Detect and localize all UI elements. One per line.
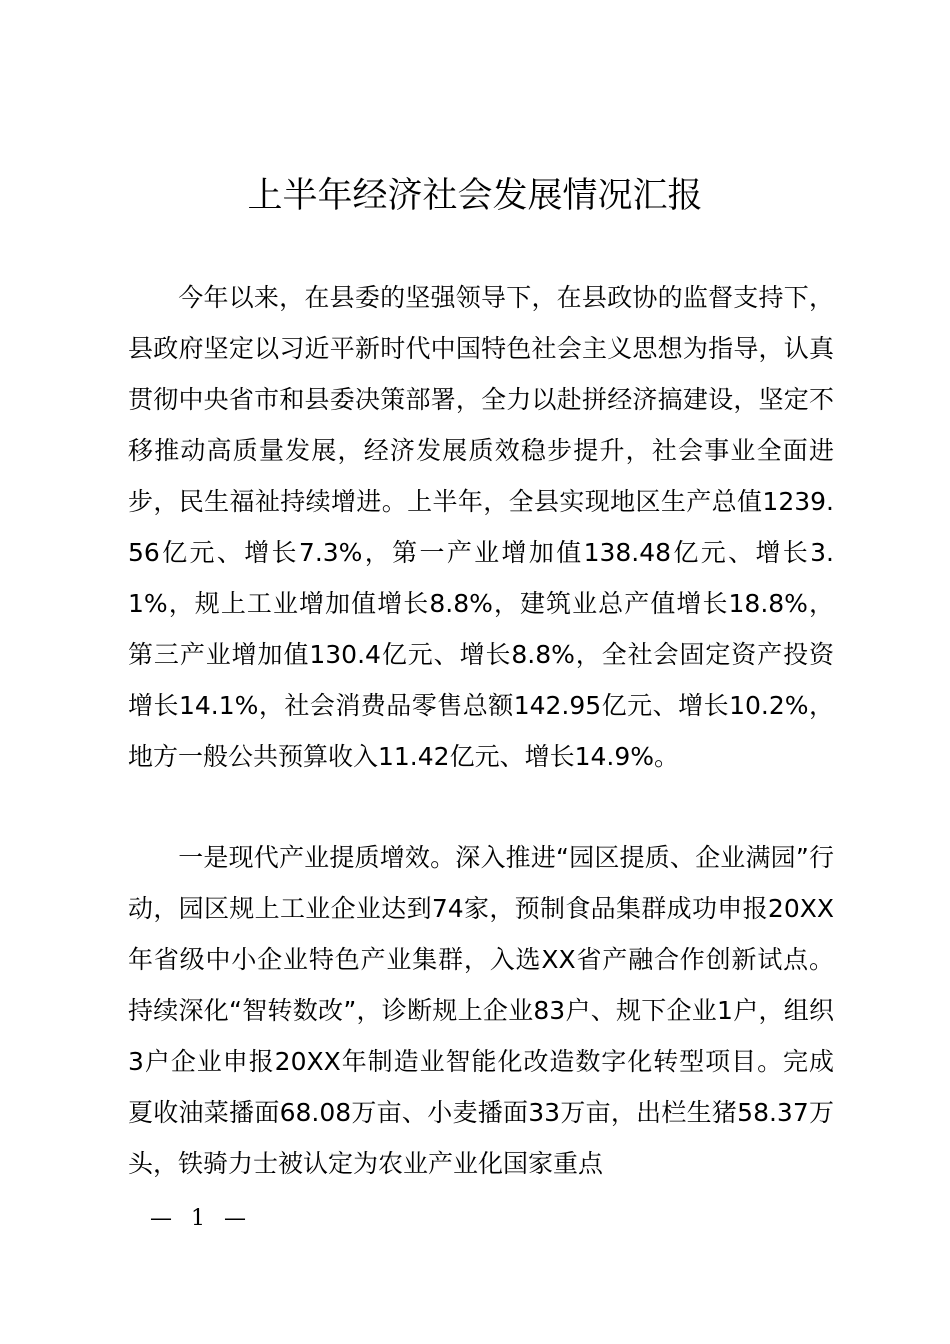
- paragraph-overview: [128, 272, 834, 782]
- document-title: 上半年经济社会发展情况汇报: [247, 176, 703, 216]
- paragraph-text: 今年以来，在县委的坚强领导下，在县政协的监督支持下，县政府坚定以习近平新时代中国特色社会主义思想为指导，认真贯彻中央省市和县委决策部署，全力以赴拼经济搞建设，坚定不移推动高质量发展，经济发展质效稳步提升，社会事业全面进步，民生福祉持续增进。上半年，全县实现地区生产总值1239.56亿元、增长7.3%，第一产业增加值138.48亿元、增长3.1%，规上工业增加值增长8.8%，建筑业总产值增长18.8%，第三产业增加值130.4亿元、增长8.8%，全社会固定资产投资增长14.1%，社会消费品零售总额142.95亿元、增长10.2%，地方一般公共预算收入11.42亿元、增长14.9%。: [128, 283, 834, 771]
- paragraph-industry: [128, 832, 834, 1189]
- page-number: — 1 —: [150, 1206, 252, 1231]
- paragraph-text: 一是现代产业提质增效。深入推进“园区提质、企业满园”行动，园区规上工业企业达到74家，预制食品集群成功申报20XX年省级中小企业特色产业集群，入选XX省产融合作创新试点。持续深化“智转数改”，诊断规上企业83户、规下企业1户，组织3户企业申报20XX年制造业智能化改造数字化转型项目。完成夏收油菜播面68.08万亩、小麦播面33万亩，出栏生猪58.37万头，铁骑力士被认定为农业产业化国家重点: [128, 843, 834, 1178]
